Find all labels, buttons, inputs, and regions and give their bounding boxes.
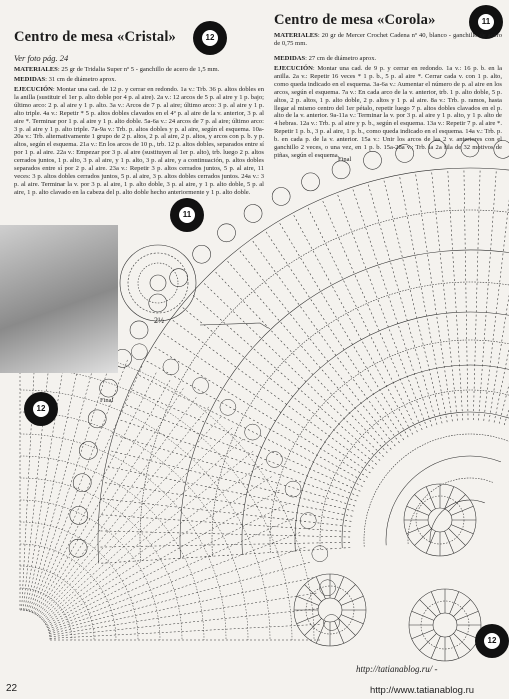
- right-final-label: Final: [338, 156, 352, 163]
- size-badge-icon: [24, 392, 58, 426]
- medidas-text: : 27 cm de diámetro aprox.: [305, 55, 377, 62]
- blog-url[interactable]: http://tatianablog.ru/ -: [356, 664, 438, 674]
- left-title: Centro de mesa «Cristal»: [14, 29, 176, 45]
- left-medidas: [14, 76, 264, 84]
- size-badge-icon: [475, 624, 509, 658]
- measure-label: 2½: [154, 316, 164, 325]
- materiales-label: MATERIALES: [14, 66, 58, 73]
- right-medidas: [274, 55, 502, 63]
- badge-number: 11: [478, 14, 494, 30]
- ejecucion-text: : Montar una cad. de 12 p. y cerrar en redondo. 1a v.: Trb. 36 p. altos dobles en la anilla (sustituir el 1er p. alto doble por 4 p. al aire). 2a v.: 12 arcos de 5 p. al aire y 1 p. bajo; último arco: 2 p. al aire y 1 p. alto. 3a v.: Arcos de 7 p. al aire; último arco: 3 p. al aire y 1 p. alto triple. 4a v.: Repetir * 5 p. altos dobles clavados en el 4º p. al aire de la v. anterior, 3 p. al aire *. Terminar por 1 p. al aire y 1 p. alto doble. 5a-6a v.: 24 arcos de 7 p. al aire; último arco: 3 p. al aire y 1 p. alto triple. 7a-9a v.: Trb. p. altos dobles y p. al aire, según el esquema. 10a-20a v.: Trb. alternativamente 1 grupo de 2 p. altos, 2 p. al aire, 2 p. altos, y arcos con p. b. y p. altos, según el esquema. 21a v.: En los arcos de 10 p., trb. 12 p. altos dobles, separados entre sí por 1 p. al aire. 22a v.: Empezar por 3 p. al aire (sustituyen al 1er p. alto), trb. luego 2 p. altos cerrados juntos, 1 p. alto, 3 p. al aire, y 1 p. alto, 3 p. al aire, y a continuación, p. altos dobles separados entre sí por 2 p. al aire. 23a v.: Repetir 3 p. altos cerrados juntos, 5 p. al aire, 11 veces: 3 p. altos dobles cerrados juntos, 5 p. al aire, 3 p. altos dobles cerrados juntos. 24a v.: 3 p. al aire. Terminar la v. por 3 p. al aire, 1 p. alto doble, 3 p. al aire, y 1 p. alto doble, 5 p. al aire, 1 p. alto clavado en la cabeza del p. alto doble hecho anteriormente y 1 p. alto doble.: [14, 86, 264, 196]
- materiales-text: : 25 gr de Tridalia Super nº 5 - ganchillo de acero de 1,5 mm.: [57, 66, 220, 73]
- site-url[interactable]: http://www.tatianablog.ru: [370, 685, 475, 696]
- medidas-text: : 31 cm de diámetro aprox.: [45, 76, 117, 83]
- badge-number: 12: [202, 30, 218, 46]
- product-photo: [0, 225, 118, 373]
- medidas-label: MEDIDAS: [14, 76, 46, 83]
- right-title: Centro de mesa «Corola»: [274, 12, 436, 28]
- left-subtitle: Ver foto pág. 24: [14, 53, 69, 63]
- badge-number: 12: [484, 633, 500, 649]
- left-materiales: [14, 66, 264, 74]
- measure-line: [200, 323, 268, 328]
- right-ejecucion: [274, 65, 502, 160]
- ejecucion-label: EJECUCIÓN: [14, 86, 53, 93]
- left-final-label: Final: [100, 397, 114, 404]
- badge-number: 12: [33, 401, 49, 417]
- materiales-text: : 20 gr de Mercer Crochet Cadena nº 40, blanco - ganchillo de acero de 0,75 mm.: [274, 32, 502, 47]
- cristal-small-circle: [120, 245, 196, 321]
- badge-number: 11: [179, 207, 195, 223]
- size-badge-icon: [170, 198, 204, 232]
- page-number: 22: [6, 683, 18, 694]
- ejecucion-label: EJECUCIÓN: [274, 65, 313, 72]
- ejecucion-text: : Montar una cad. de 9 p. y cerrar en redondo. 1a v.: 16 p. b. en la anilla. 2a v.: Repetir 16 veces * 1 p. b., 5 p. al aire *. Cerrar cada v. con 1 p. alto, como queda indicado en el esquema. 3a-6a v.: Aumentar el número de p. al aire en los arcos, según el esquema. 7a v.: En cada arco de la v. anterior, trb. 1 p. alto doble, 5 p. altos, 2 p. altos, 1 p. alto doble, 2 p. altos y 1 p. al aire. 8a v.: Trb. p. ramos, hasta llegar al mismo centro del 1er pétalo, repetir luego 7 p. altos dobles clavados en el p. alto de la v. anterior. 9a-11a v.: Terminar la v. por 3 p. al aire y 1 p. alto, y 1 p. alto de 4 hebras. 12a v.: Trb. p. al aire y p. b., según el esquema. 13a v.: Repetir 7 p. al aire *. Repetir 1 p. b., 3 p. al aire, 1 p. b., como queda indicado en el esquema. 14a v.: Trb. p. b. en cada p. de la v. anterior. 15a v.: Unir los arcos de las 2 v. anteriores con el ganchillo 2 veces, o una vez, en 1 p. b. 15a-28a v.: Trb. la 2a fila de 32 motivos de piñas, según el esquema.: [274, 65, 502, 159]
- left-ejecucion: [14, 86, 264, 197]
- materiales-label: MATERIALES: [274, 32, 318, 39]
- right-materiales: [274, 32, 502, 48]
- size-badge-icon: [193, 21, 227, 55]
- medidas-label: MEDIDAS: [274, 55, 306, 62]
